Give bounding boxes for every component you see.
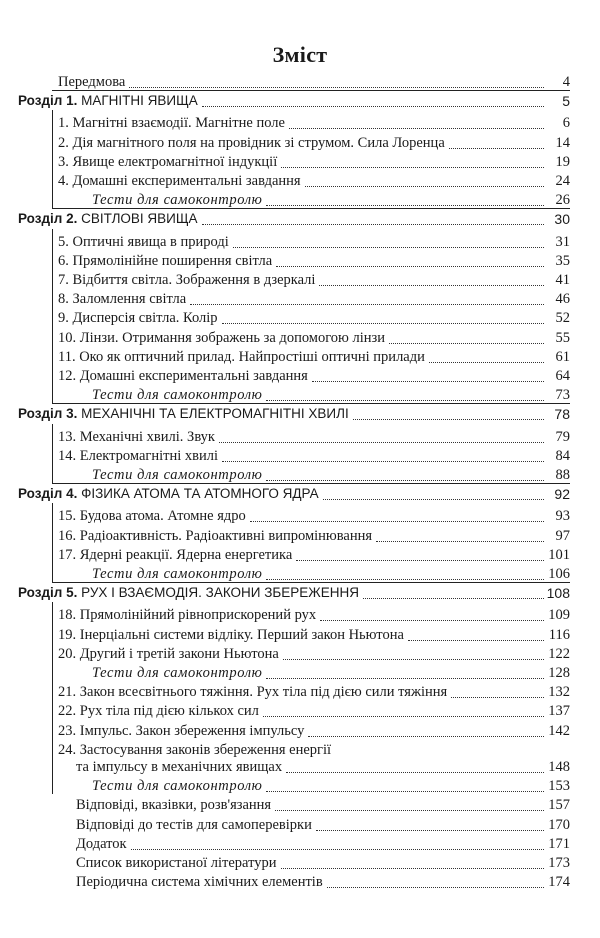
section-heading[interactable] [18, 210, 198, 228]
page-number: 24 [555, 173, 570, 189]
section-label: Розділ 2. [18, 211, 78, 227]
toc-entry[interactable]: 3. Явище електромагнітної індукції [58, 153, 278, 170]
dot-leader [266, 205, 544, 206]
section-name: СВІТЛОВІ ЯВИЩА [77, 211, 198, 227]
toc-self-test[interactable]: Тести для самоконтролю [92, 665, 263, 681]
section-name: РУХ І ВЗАЄМОДІЯ. ЗАКОНИ ЗБЕРЕЖЕННЯ [77, 585, 359, 601]
page-number: 93 [555, 508, 570, 525]
toc-self-test[interactable]: Тести для самоконтролю [92, 778, 263, 795]
toc-entry[interactable]: 19. Інерціальні системи відліку. Перший закон Ньютона [58, 626, 404, 643]
section-divider [52, 403, 570, 404]
page-number: 148 [548, 759, 570, 775]
dot-leader [449, 148, 544, 149]
toc-appendix-entry[interactable]: Відповіді до тестів для самоперевірки [76, 816, 312, 833]
dot-leader [266, 791, 544, 792]
section-bracket [52, 229, 53, 404]
dot-leader [308, 736, 544, 737]
page-number: 30 [554, 211, 570, 228]
page-number: 46 [555, 291, 570, 308]
toc-entry[interactable]: 7. Відбиття світла. Зображення в дзеркалі [58, 272, 316, 288]
toc-entry[interactable]: 4. Домашні експериментальні завдання [58, 173, 301, 189]
section-divider [52, 483, 570, 484]
dot-leader [429, 362, 544, 363]
dot-leader [222, 461, 544, 462]
page-number: 116 [548, 626, 570, 643]
section-bracket [52, 110, 53, 208]
section-heading[interactable] [18, 92, 198, 110]
dot-leader [129, 87, 544, 88]
dot-leader [408, 640, 544, 641]
toc-entry[interactable]: 18. Прямолінійний рівноприскорений рух [58, 607, 317, 624]
section-name: МАГНІТНІ ЯВИЩА [77, 93, 198, 109]
toc-self-test[interactable]: Тести для самоконтролю [92, 566, 263, 582]
section-divider [52, 90, 570, 91]
page-number: 88 [555, 467, 570, 483]
page-number: 64 [555, 368, 570, 384]
dot-leader [296, 560, 544, 561]
page-number: 31 [555, 233, 570, 250]
section-bracket [52, 503, 53, 582]
page-number: 92 [554, 486, 570, 503]
toc-entry[interactable]: 11. Око як оптичний прилад. Найпростіші оптичні прилади [58, 348, 425, 365]
toc-entry-continued[interactable]: та імпульсу в механічних явищах [76, 759, 283, 775]
page-number: 52 [555, 310, 570, 327]
section-label: Розділ 1. [18, 93, 78, 109]
dot-leader [233, 247, 544, 248]
page-number: 41 [555, 272, 570, 288]
toc-entry[interactable]: 1. Магнітні взаємодії. Магнітне поле [58, 115, 285, 132]
dot-leader [305, 186, 544, 187]
page-number: 122 [548, 645, 570, 662]
page-number: 6 [562, 115, 570, 132]
page-number: 170 [548, 816, 570, 833]
toc-appendix-entry[interactable]: Додаток [76, 835, 127, 852]
page-number: 84 [555, 447, 570, 464]
toc-entry[interactable]: 13. Механічні хвилі. Звук [58, 428, 215, 445]
toc-appendix-entry[interactable]: Список використаної літератури [76, 855, 277, 871]
page-number: 19 [555, 153, 570, 170]
toc-entry[interactable]: 2. Дія магнітного поля на провідник зі струмом. Сила Лоренца [58, 134, 445, 151]
page-title: Зміст [272, 42, 328, 67]
toc-entry[interactable]: 8. Заломлення світла [58, 291, 187, 308]
page-number: 4 [562, 74, 570, 90]
section-label: Розділ 5. [18, 585, 78, 601]
dot-leader [376, 541, 544, 542]
toc-entry[interactable]: 14. Електромагнітні хвилі [58, 447, 218, 464]
toc-entry[interactable]: 16. Радіоактивність. Радіоактивні випромінювання [58, 527, 373, 544]
dot-leader [276, 266, 544, 267]
dot-leader [281, 868, 544, 869]
page-number: 35 [555, 252, 570, 269]
toc-entry[interactable]: 10. Лінзи. Отримання зображень за допомогою лінзи [58, 329, 386, 346]
dot-leader [281, 167, 544, 168]
section-bracket [52, 602, 53, 794]
dot-leader [289, 128, 544, 129]
dot-leader [266, 480, 544, 481]
dot-leader [263, 716, 544, 717]
page-number: 173 [548, 855, 570, 871]
toc-entry[interactable]: 23. Імпульс. Закон збереження імпульсу [58, 722, 305, 739]
dot-leader [266, 579, 544, 580]
page-number: 174 [548, 874, 570, 891]
dot-leader [316, 830, 544, 831]
dot-leader [327, 887, 544, 888]
dot-leader [190, 304, 544, 305]
dot-leader [266, 400, 544, 401]
page-number: 97 [555, 527, 570, 544]
dot-leader [250, 521, 544, 522]
toc-entry[interactable]: 24. Застосування законів збереження енергії [58, 741, 332, 758]
page-number: 73 [555, 387, 570, 404]
page-number: 14 [555, 134, 570, 151]
toc-appendix-entry[interactable]: Відповіді, вказівки, розв'язання [76, 797, 272, 814]
toc-entry[interactable]: 15. Будова атома. Атомне ядро [58, 508, 246, 525]
page-number: 106 [548, 566, 570, 582]
section-label: Розділ 3. [18, 406, 78, 422]
page-number: 5 [562, 93, 570, 110]
dot-leader [312, 381, 544, 382]
dot-leader [451, 697, 544, 698]
dot-leader [363, 598, 544, 599]
toc-entry[interactable]: 5. Оптичні явища в природі [58, 233, 229, 250]
dot-leader [275, 810, 544, 811]
dot-leader [266, 678, 544, 679]
section-divider [52, 208, 570, 209]
dot-leader [286, 772, 544, 773]
toc-self-test[interactable]: Тести для самоконтролю [92, 387, 263, 404]
dot-leader [219, 442, 544, 443]
toc-appendix-entry[interactable]: Періодична система хімічних елементів [76, 874, 323, 891]
page-number: 132 [548, 684, 570, 701]
dot-leader [283, 659, 544, 660]
dot-leader [389, 343, 544, 344]
page-number: 157 [548, 797, 570, 814]
toc-entry[interactable]: 12. Домашні експериментальні завдання [58, 368, 308, 384]
page-number: 61 [555, 348, 570, 365]
section-heading[interactable] [18, 584, 359, 602]
page-number: 142 [548, 722, 570, 739]
toc-entry[interactable]: 9. Дисперсія світла. Колір [58, 310, 218, 327]
section-label: Розділ 4. [18, 486, 78, 502]
section-name: ФІЗИКА АТОМА ТА АТОМНОГО ЯДРА [77, 486, 319, 502]
dot-leader [202, 224, 544, 225]
dot-leader [222, 323, 544, 324]
toc-self-test[interactable]: Тести для самоконтролю [92, 467, 263, 483]
toc-preface[interactable]: Передмова [58, 74, 126, 90]
page-number: 128 [548, 665, 570, 681]
dot-leader [131, 849, 544, 850]
dot-leader [319, 285, 544, 286]
section-name: МЕХАНІЧНІ ТА ЕЛЕКТРОМАГНІТНІ ХВИЛІ [77, 406, 349, 422]
section-heading[interactable] [18, 485, 319, 503]
page-number: 55 [555, 329, 570, 346]
toc-entry[interactable]: 21. Закон всесвітнього тяжіння. Рух тіла під дією сили тяжіння [58, 684, 448, 701]
dot-leader [320, 620, 544, 621]
section-bracket [52, 424, 53, 484]
page-number: 153 [548, 778, 570, 795]
section-divider [52, 582, 570, 583]
dot-leader [202, 106, 544, 107]
page-number: 108 [546, 585, 570, 602]
page-number: 171 [548, 835, 570, 852]
toc-entry[interactable]: 17. Ядерні реакції. Ядерна енергетика [58, 546, 293, 563]
dot-leader [353, 419, 544, 420]
section-heading[interactable] [18, 405, 349, 423]
page-number: 137 [548, 703, 570, 720]
toc-entry[interactable]: 20. Другий і третій закони Ньютона [58, 645, 279, 662]
toc-entry[interactable]: 22. Рух тіла під дією кількох сил [58, 703, 259, 720]
page-number: 78 [554, 406, 570, 423]
page-number: 101 [548, 546, 570, 563]
page-number: 26 [555, 192, 570, 209]
toc-entry[interactable]: 6. Прямолінійне поширення світла [58, 252, 273, 269]
toc-self-test[interactable]: Тести для самоконтролю [92, 192, 263, 209]
page-number: 79 [555, 428, 570, 445]
dot-leader [323, 499, 544, 500]
page-number: 109 [548, 607, 570, 624]
